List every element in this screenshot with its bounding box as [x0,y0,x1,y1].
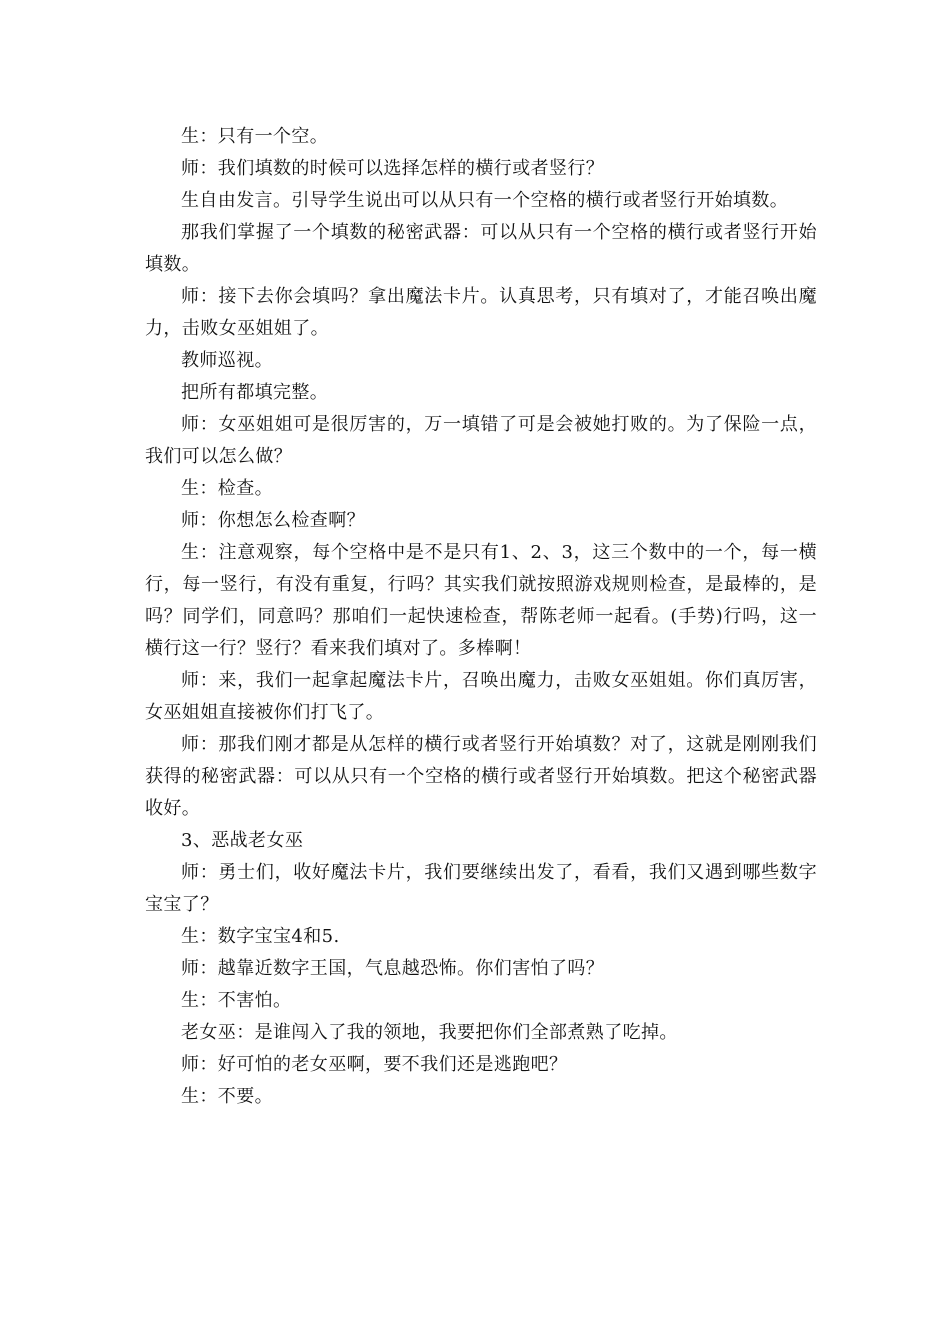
paragraph-4: 那我们掌握了一个填数的秘密武器：可以从只有一个空格的横行或者竖行开始填数。 [145,222,817,275]
paragraph-13: 师：那我们刚才都是从怎样的横行或者竖行开始填数？对了，这就是刚刚我们获得的秘密武器：可以从只有一个空格的横行或者竖行开始填数。把这个秘密武器收好。 [145,734,817,819]
paragraph-8: 师：女巫姐姐可是很厉害的，万一填错了可是会被她打败的。为了保险一点，我们可以怎么做？ [145,414,817,467]
paragraph-16: 生：数字宝宝4和5. [181,926,340,947]
section-heading: 3、恶战老女巫 [181,830,304,851]
paragraph-5: 师：接下去你会填吗？拿出魔法卡片。认真思考，只有填对了，才能召唤出魔力，击败女巫姐姐了。 [145,286,817,339]
paragraph-6: 教师巡视。 [181,350,273,371]
paragraph-11: 生：注意观察，每个空格中是不是只有1、2、3，这三个数中的一个，每一横行，每一竖行，有没有重复，行吗？其实我们就按照游戏规则检查，是最棒的，是吗？同学们，同意吗？那咱们一起快速检查，帮陈老师一起看。(手势)行吗，这一横行这一行？竖行？看来我们填对了。多棒啊！ [145,542,817,659]
paragraph-20: 师：好可怕的老女巫啊，要不我们还是逃跑吧？ [181,1054,568,1075]
paragraph-1: 生：只有一个空。 [181,126,329,147]
paragraph-10: 师：你想怎么检查啊？ [181,510,365,531]
paragraph-21: 生：不要。 [181,1086,273,1107]
paragraph-3: 生自由发言。引导学生说出可以从只有一个空格的横行或者竖行开始填数。 [181,190,789,211]
paragraph-2: 师：我们填数的时候可以选择怎样的横行或者竖行？ [181,158,605,179]
paragraph-7: 把所有都填完整。 [181,382,329,403]
document-body [145,121,817,1113]
paragraph-18: 生：不害怕。 [181,990,292,1011]
paragraph-17: 师：越靠近数字王国，气息越恐怖。你们害怕了吗？ [181,958,605,979]
paragraph-19: 老女巫：是谁闯入了我的领地，我要把你们全部煮熟了吃掉。 [181,1022,678,1043]
paragraph-9: 生：检查。 [181,478,273,499]
paragraph-15: 师：勇士们，收好魔法卡片，我们要继续出发了，看看，我们又遇到哪些数字宝宝了？ [145,862,817,915]
paragraph-12: 师：来，我们一起拿起魔法卡片，召唤出魔力，击败女巫姐姐。你们真厉害，女巫姐姐直接被你们打飞了。 [145,670,817,723]
